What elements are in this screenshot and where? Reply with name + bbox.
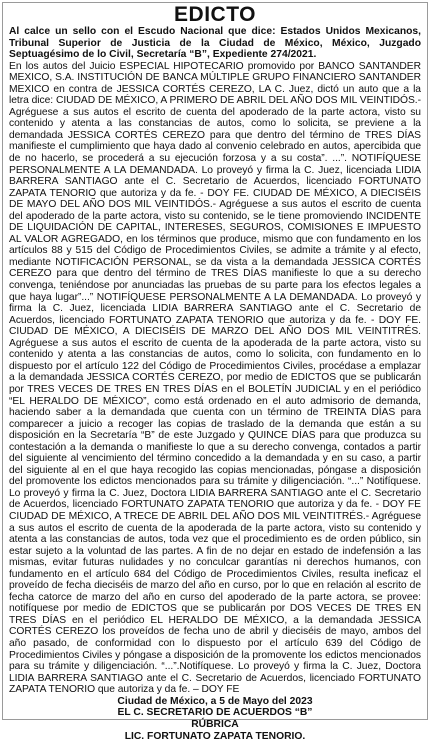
closing-place-date: Ciudad de México, a 5 de Mayo del 2023 [9, 696, 421, 708]
closing-rubrica: RÚBRICA [9, 719, 421, 731]
seal-description: Al calce un sello con el Escudo Nacional que dice: Estados Unidos Mexicanos, Tribunal Superior de Justicia de la Ciudad de México, México, Juzgado Septuagésimo de lo Civil, Secretaría “B”, Expediente 274/2021. [9, 26, 421, 61]
edict-notice [2, 2, 428, 720]
edict-body: En los autos del Juicio ESPECIAL HIPOTECARIO promovido por BANCO SANTANDER MEXICO, S.A. INSTITUCIÓN DE BANCA MÚLTIPLE GRUPO FINANCIERO SANTANDER MEXICO en contra de JESSICA CORTÉS CEREZO, LA C. Juez, dictó un auto que a la letra dice: CIUDAD DE MÉXICO, A PRIMERO DE ABRIL DEL AÑO DOS MIL VEINTIDÓS.- Agréguese a sus autos el escrito de cuenta del apoderado de la parte actora, visto su contenido y atenta a las constancias de autos, como lo solicita, se previene a la demandada JESSICA CORTÉS CEREZO para que dentro del término de TRES DÍAS manifieste el cumplimiento que haya dado al convenio celebrado en autos, apercibida que de no hacerlo, se procederá a su ejecución forzosa y a su costa”. ...”. NOTIFÍQUESE PERSONALMENTE A LA DEMANDADA. Lo proveyó y firma la C. Juez, licenciada LIDIA BARRERA SANTIAGO ante el C. Secretario de Acuerdos, licenciado FORTUNATO ZAPATA TENORIO que autoriza y da fe. - DOY FE. CIUDAD DE MÉXICO, A DIECISÉIS DE MAYO DEL AÑO DOS MIL VEINTIDÓS.- Agréguese a sus autos el escrito de cuenta del apoderado de la parte actora, visto su contenido, se le tiene promoviendo INCIDENTE DE LIQUIDACIÓN DE CAPITAL, INTERESES, SEGUROS, COMISIONES E IMPUESTO AL VALOR AGREGADO, en los términos que produce, mismo que con fundamento en los artículos 88 y 515 del Código de Procedimientos Civiles, se admite a trámite y al efecto, mediante NOTIFICACIÓN PERSONAL, se da vista a la demandada JESSICA CORTÉS CEREZO para que dentro del término de TRES DÍAS manifieste lo que a su derecho convenga, teniéndose por anunciadas las pruebas de su parte para los efectos legales a que haya lugar”...” NOTIFÍQUESE PERSONALMENTE A LA DEMANDADA. Lo proveyó y firma la C. Juez, licenciada LIDIA BARRERA SANTIAGO ante el C. Secretario de Acuerdos, licenciado FORTUNATO ZAPATA TENORIO que autoriza y da fe. - DOY FE. CIUDAD DE MÉXICO, A DIECISÉIS DE MARZO DEL AÑO DOS MIL VEINTITRÉS. Agréguese a sus autos el escrito de cuenta de la apoderada de la parte actora, visto su contenido y atenta a las constancias de autos, como lo solicita, con fundamento en lo dispuesto por el artículo 122 del Código de Procedimientos Civiles, procédase a emplazar a la demandada JESSICA CORTÉS CEREZO, por medio de EDICTOS que se publicarán por TRES VECES DE TRES EN TRES DÍAS en el BOLETÍN JUDICIAL y en el periódico “EL HERALDO DE MÉXICO”, como está ordenado en el auto admisorio de demanda, haciendo saber a la demandada que cuenta con un término de TREINTA DÍAS para comparecer a juicio a recoger las copias de traslado de la demanda que están a su disposición en la Secretaría “B” de este Juzgado y QUINCE DÍAS para que produzca su contestación a la demanda o manifieste lo que a su derecho convenga, contados a partir del siguiente al vencimiento del término concedido a la demandada y en su caso, a partir del siguiente al en el que haya recogido las copias mencionadas, póngase a disposición del promovente los edictos mencionados para su trámite y diligenciación. “...” Notifíquese. Lo proveyó y firma la C. Juez, Doctora LIDIA BARRERA SANTIAGO ante el C. Secretario de Acuerdos, licenciado FORTUNATO ZAPATA TENORIO que autoriza y da fe. - DOY FE CIUDAD DE MÉXICO, A TRECE DE ABRIL DEL AÑO DOS MIL VEINTITRÉS.- Agréguese a sus autos el escrito de cuenta de la apoderada de la parte actora, visto su contenido y atenta a las constancias de autos, toda vez que el procedimiento es de orden público, sin estar sujeto a la voluntad de las partes. A fin de no dejar en estado de indefensión a las mismas, evitar futuras nulidades y no conculcar garantías ni derechos humanos, con fundamento en el artículo 684 del Código de Procedimientos Civiles, resulta ineficaz el proveído de fecha dieciséis de marzo del año en curso, por lo que en relación al escrito de fecha catorce de marzo del año en curso del apoderado de la parte actora, se provee: notifíquese por medio de EDICTOS que se publicarán por DOS VECES DE TRES EN TRES DÍAS en el periódico EL HERALDO DE MÉXICO, a la demandada JESSICA CORTÉS CEREZO los proveídos de fecha uno de abril y dieciséis de mayo, ambos del año pasado, de conformidad con lo dispuesto por el artículo 639 del Código de Procedimientos Civiles y póngase a disposición de la promovente los edictos mencionados para su trámite y diligenciación. “...”.Notifíquese. Lo proveyó y firma la C. Juez, Doctora LIDIA BARRERA SANTIAGO ante el C. Secretario de Acuerdos, licenciado FORTUNATO ZAPATA TENORIO que autoriza y da fe. – DOY FE [9, 61, 421, 696]
closing-signatory-name: LIC. FORTUNATO ZAPATA TENORIO. [9, 731, 421, 742]
closing-secretary: EL C. SECRETARIO DE ACUERDOS “B” [9, 707, 421, 719]
edict-title: EDICTO [9, 4, 421, 26]
